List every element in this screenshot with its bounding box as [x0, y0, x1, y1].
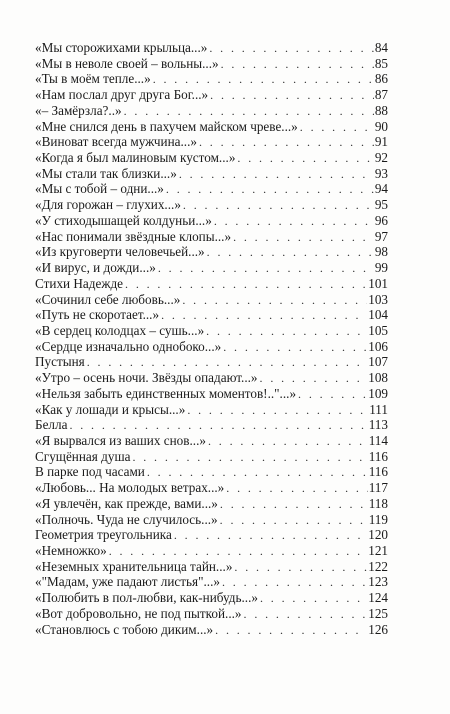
- toc-entry-page-number: 87: [374, 87, 388, 103]
- dot-leader: [233, 230, 374, 246]
- dot-leader: [161, 308, 367, 324]
- toc-entry-title: «Утро – осень ночи. Звёзды опадают...»: [35, 370, 258, 386]
- dot-leader: [208, 434, 368, 450]
- toc-entry-title: «Нас понимали звёздные клопы...»: [35, 228, 232, 244]
- toc-entry-page-number: 109: [368, 385, 388, 401]
- toc-entry: [35, 339, 388, 355]
- toc-entry-title: «Неземных хранительница тайн...»: [35, 558, 233, 574]
- toc-entry-page-number: 93: [374, 165, 388, 181]
- dot-leader: [237, 151, 373, 167]
- dot-leader: [210, 88, 374, 104]
- toc-entry-page-number: 85: [374, 55, 388, 71]
- dot-leader: [174, 528, 367, 544]
- toc-entry: [35, 181, 388, 197]
- toc-entry-title: «И вирус, и дожди...»: [35, 260, 156, 276]
- dot-leader: [215, 623, 367, 639]
- toc-entry: [35, 40, 388, 56]
- toc-entry: [35, 229, 388, 245]
- table-of-contents: [35, 40, 388, 637]
- toc-entry-page-number: 126: [368, 621, 388, 637]
- toc-entry: [35, 433, 388, 449]
- toc-entry-title: «Любовь... На молодых ветрах...»: [35, 480, 225, 496]
- toc-entry-page-number: 122: [368, 558, 388, 574]
- toc-entry-title: Стихи Надежде: [35, 275, 124, 291]
- toc-entry-title: «Когда я был малиновым кустом...»: [35, 150, 236, 166]
- dot-leader: [234, 560, 367, 576]
- dot-leader: [226, 481, 367, 497]
- toc-entry-page-number: 96: [374, 212, 388, 228]
- toc-entry-page-number: 105: [368, 322, 388, 338]
- toc-entry: [35, 464, 388, 480]
- toc-entry-page-number: 108: [368, 370, 388, 386]
- toc-entry-title: В парке под часами: [35, 464, 145, 480]
- toc-entry: [35, 496, 388, 512]
- toc-entry-title: «Я увлечён, как прежде, вами...»: [35, 495, 218, 511]
- toc-entry-page-number: 124: [368, 590, 388, 606]
- dot-leader: [206, 324, 367, 340]
- toc-entry-title: «Путь не скоротает...»: [35, 307, 160, 323]
- toc-entry-title: «Я вырвался из ваших снов...»: [35, 432, 206, 448]
- dot-leader: [179, 167, 374, 183]
- toc-entry: [35, 260, 388, 276]
- toc-entry: [35, 590, 388, 606]
- toc-entry: [35, 213, 388, 229]
- toc-entry-page-number: 111: [369, 401, 388, 417]
- toc-entry-page-number: 123: [368, 574, 388, 590]
- toc-entry-page-number: 101: [368, 275, 388, 291]
- toc-entry-title: «Вот добровольно, не под пыткой...»: [35, 605, 242, 621]
- toc-entry-title: «У стиходышащей колдуньи...»: [35, 212, 212, 228]
- toc-entry-title: «Становлюсь с тобою диким...»: [35, 621, 214, 637]
- toc-entry-page-number: 84: [374, 40, 388, 55]
- toc-entry: [35, 197, 388, 213]
- toc-entry-title: «Мы сторожихами крыльца...»: [35, 40, 208, 55]
- dot-leader: [153, 72, 374, 88]
- dot-leader: [147, 465, 368, 481]
- toc-entry: [35, 307, 388, 323]
- dot-leader: [187, 403, 368, 419]
- dot-leader: [207, 245, 374, 261]
- dot-leader: [223, 340, 367, 356]
- toc-entry-page-number: 107: [368, 354, 388, 370]
- toc-entry: [35, 323, 388, 339]
- toc-entry: [35, 559, 388, 575]
- toc-entry-title: «В сердец колодцах – сушь...»: [35, 322, 205, 338]
- toc-entry-page-number: 95: [374, 197, 388, 213]
- toc-entry-title: «Как у лошади и крысы...»: [35, 401, 186, 417]
- toc-entry-title: «Для горожан – глухих...»: [35, 197, 181, 213]
- toc-entry-page-number: 121: [368, 543, 388, 558]
- toc-entry-page-number: 116: [368, 464, 388, 480]
- dot-leader: [124, 104, 374, 120]
- dot-leader: [125, 277, 367, 293]
- toc-entry-page-number: 90: [374, 118, 388, 134]
- toc-entry: [35, 449, 388, 465]
- toc-entry: [35, 244, 388, 260]
- toc-entry: [35, 543, 388, 559]
- toc-entry-title: Белла: [35, 417, 68, 433]
- toc-entry-page-number: 94: [374, 181, 388, 197]
- toc-entry: [35, 87, 388, 103]
- dot-leader: [220, 497, 368, 513]
- toc-entry-title: «Нам послал друг друга Бог...»: [35, 87, 209, 103]
- dot-leader: [183, 198, 374, 214]
- dot-leader: [132, 450, 367, 466]
- toc-entry-page-number: 99: [374, 260, 388, 276]
- toc-entry-title: «Мы с тобой – одни...»: [35, 181, 164, 197]
- toc-entry: [35, 292, 388, 308]
- toc-entry: [35, 56, 388, 72]
- toc-entry-page-number: 92: [374, 150, 388, 166]
- toc-entry-title: «Нельзя забыть единственных моментов!.."...»: [35, 385, 297, 401]
- toc-entry: [35, 386, 388, 402]
- toc-entry: [35, 527, 388, 543]
- toc-entry-page-number: 116: [368, 448, 388, 464]
- toc-entry-page-number: 117: [368, 480, 388, 496]
- toc-entry-title: Сгущённая душа: [35, 448, 131, 464]
- dot-leader: [298, 387, 367, 403]
- toc-entry: [35, 402, 388, 418]
- dot-leader: [220, 513, 368, 529]
- toc-entry: [35, 166, 388, 182]
- toc-entry-title: «"Мадам, уже падают листья"...»: [35, 574, 220, 590]
- toc-entry-title: «Из круговерти человечьей...»: [35, 244, 205, 260]
- dot-leader: [222, 575, 367, 591]
- dot-leader: [166, 182, 374, 198]
- toc-entry-page-number: 98: [374, 244, 388, 260]
- toc-entry-page-number: 97: [374, 228, 388, 244]
- toc-entry-title: «– Замёрзла?..»: [35, 102, 122, 118]
- toc-entry-title: «Сочинил себе любовь...»: [35, 291, 181, 307]
- dot-leader: [300, 120, 374, 136]
- toc-entry-title: «Ты в моём тепле...»: [35, 71, 151, 87]
- toc-entry: [35, 71, 388, 87]
- toc-entry-title: «Сердце изначально однобоко...»: [35, 338, 222, 354]
- toc-entry: [35, 370, 388, 386]
- toc-entry: [35, 417, 388, 433]
- toc-entry-page-number: 125: [368, 605, 388, 621]
- toc-entry: [35, 480, 388, 496]
- toc-entry-page-number: 104: [368, 307, 388, 323]
- toc-entry: [35, 512, 388, 528]
- toc-entry-title: «Мы в неволе своей – вольны...»: [35, 55, 219, 71]
- toc-entry-title: Геометрия треугольника: [35, 527, 172, 543]
- toc-entry-title: «Полюбить в пол-любви, как-нибудь...»: [35, 590, 258, 606]
- toc-entry: [35, 606, 388, 622]
- toc-entry: [35, 622, 388, 638]
- toc-entry-page-number: 86: [374, 71, 388, 87]
- toc-entry: [35, 354, 388, 370]
- toc-entry-title: «Мне снился день в пахучем майском чреве...»: [35, 118, 298, 134]
- toc-entry-title: «Немножко»: [35, 543, 107, 558]
- toc-entry-page-number: 119: [368, 511, 388, 527]
- dot-leader: [87, 355, 368, 371]
- dot-leader: [199, 135, 374, 151]
- toc-entry-page-number: 113: [368, 417, 388, 433]
- toc-entry: [35, 134, 388, 150]
- dot-leader: [221, 57, 374, 73]
- toc-entry-page-number: 91: [374, 134, 388, 150]
- dot-leader: [244, 607, 368, 623]
- toc-entry-page-number: 118: [368, 495, 388, 511]
- toc-entry: [35, 119, 388, 135]
- dot-leader: [209, 41, 373, 57]
- dot-leader: [182, 293, 367, 309]
- toc-entry-title: «Мы стали так близки...»: [35, 165, 177, 181]
- toc-entry-title: Пустыня: [35, 354, 85, 370]
- toc-entry-title: «Виноват всегда мужчина...»: [35, 134, 197, 150]
- dot-leader: [214, 214, 374, 230]
- toc-entry-page-number: 120: [368, 527, 388, 543]
- toc-entry-page-number: 103: [368, 291, 388, 307]
- toc-entry-page-number: 106: [368, 338, 388, 354]
- toc-entry-title: «Полночь. Чуда не случилось...»: [35, 511, 218, 527]
- dot-leader: [158, 261, 374, 277]
- toc-entry-page-number: 114: [368, 432, 388, 448]
- toc-entry: [35, 574, 388, 590]
- toc-entry: [35, 276, 388, 292]
- toc-entry: [35, 103, 388, 119]
- dot-leader: [260, 591, 367, 607]
- toc-entry-page-number: 88: [374, 102, 388, 118]
- dot-leader: [69, 418, 367, 434]
- toc-entry: [35, 150, 388, 166]
- dot-leader: [109, 544, 368, 560]
- dot-leader: [260, 371, 368, 387]
